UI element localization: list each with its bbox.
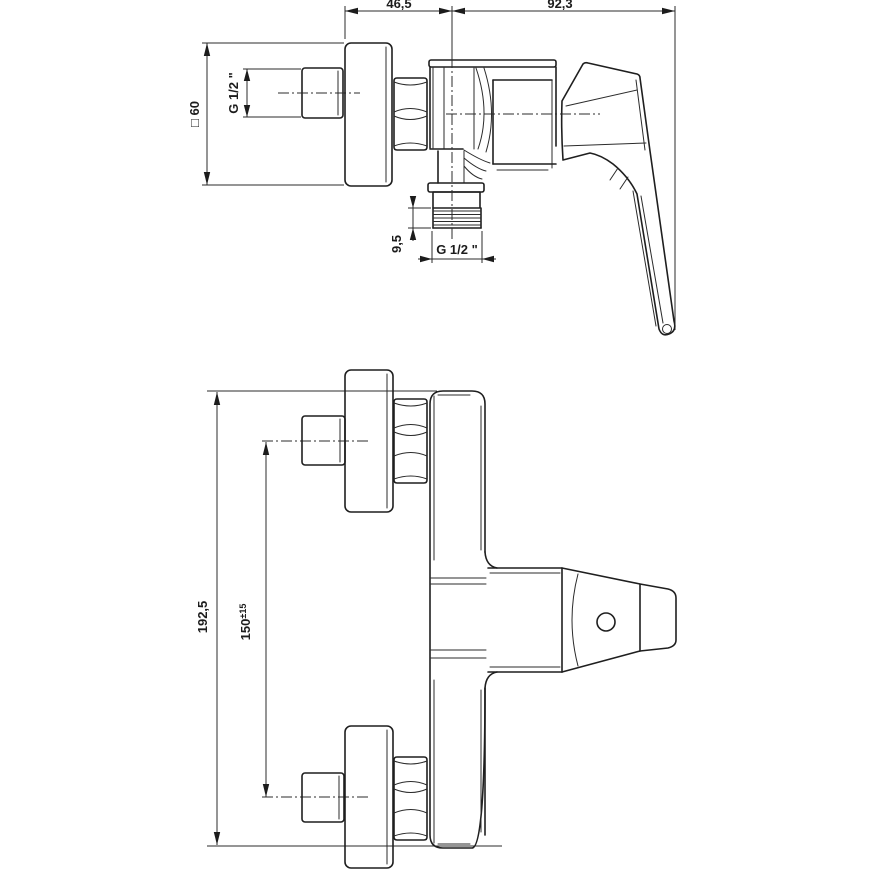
wall-inlet-nipple-side [278,68,360,118]
arrow-up-icon [410,228,416,240]
dim-label-square-60: □ 60 [187,101,202,127]
arrow-up-icon [244,69,250,81]
front-view-drawing [195,370,676,868]
wall-flange-side [345,43,392,186]
dim-top-width [345,0,675,330]
dim-label-46-5: 46,5 [386,0,412,11]
arrow-left-icon [482,256,494,262]
arrow-down-icon [214,832,220,845]
dim-label-92-3: 92,3 [547,0,573,11]
valve-body-side [428,60,556,208]
outlet-thread-side [433,208,481,228]
handle-screw-hole [597,613,615,631]
arrow-right-icon [420,256,432,262]
dim-flange-60 [187,43,344,185]
dim-label-outlet-g12: G 1/2 " [436,242,478,257]
side-view-drawing [187,0,675,335]
mixer-body-front [430,391,497,848]
arrow-left-icon [345,8,358,14]
arrow-up-icon [263,442,269,455]
arrow-down-icon [244,105,250,117]
dim-outlet-thread [418,231,496,263]
dim-thread-length [389,196,431,253]
dim-label-150: $150^{\pm 15}$ [238,603,253,641]
dim-label-192-5: 192,5 [195,600,210,634]
arrow-down-icon [410,196,416,208]
arrow-down-icon [263,784,269,797]
dim-inlet-thread [226,69,301,117]
arrow-down-icon [204,172,210,185]
arrow-up-icon [204,43,210,56]
arrow-left-icon [452,8,465,14]
handle-tip-detail [663,325,672,334]
dim-label-9-5: 9,5 [389,234,404,254]
arrow-up-icon [214,392,220,405]
dim-inlet-spacing [238,441,368,797]
mounting-nut-side [394,78,427,150]
handle-lever-side [562,63,675,335]
arrow-right-icon [662,8,675,14]
arrow-right-icon [439,8,452,14]
handle-front [488,568,676,672]
dim-label-inlet-g12: G 1/2 " [226,72,241,114]
